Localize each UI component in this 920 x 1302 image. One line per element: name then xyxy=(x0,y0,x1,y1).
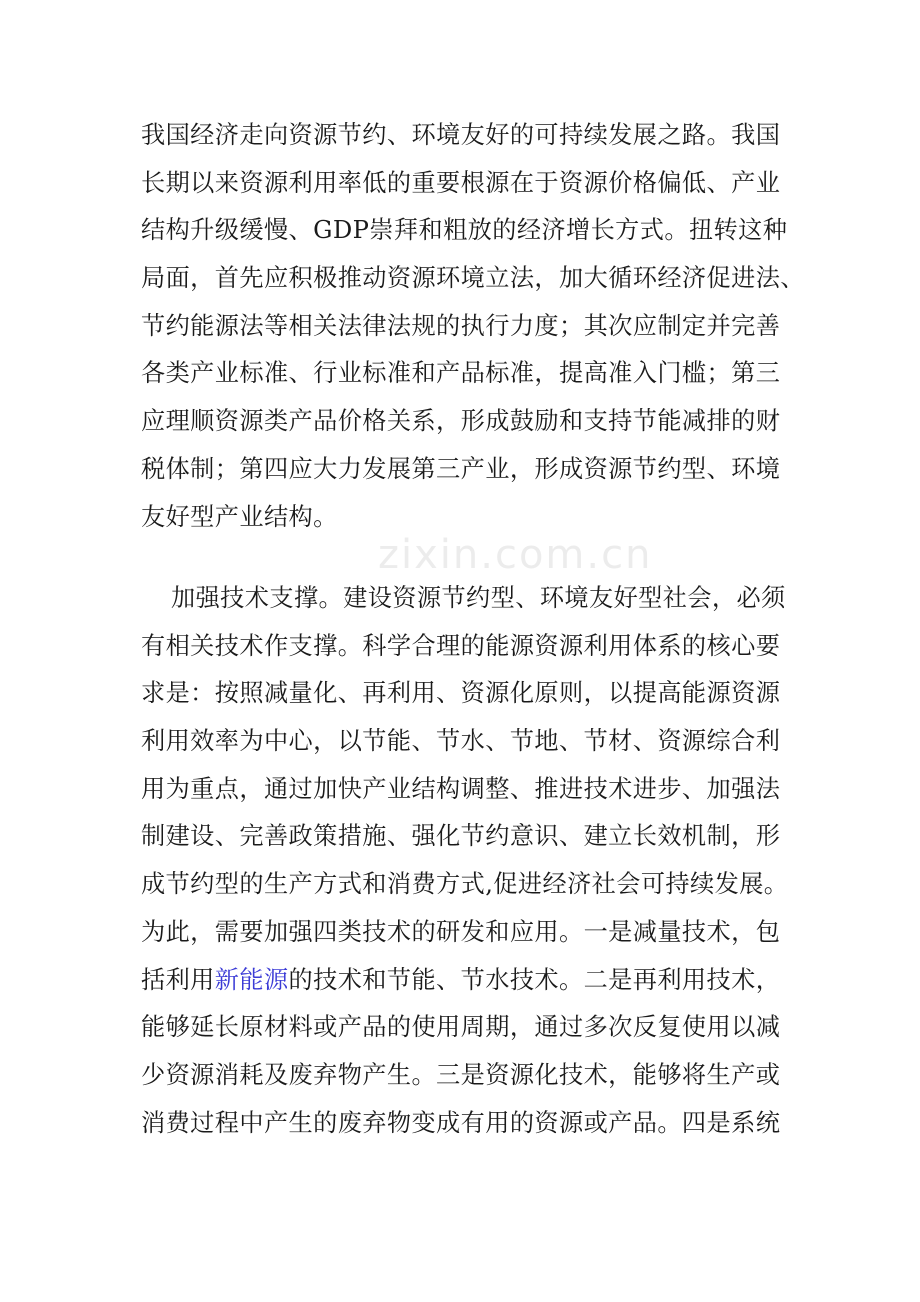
paragraph-line: 利用效率为中心，以节能、节水、节地、节材、资源综合利 xyxy=(141,727,781,756)
paragraph-line: 局面，首先应积极推动资源环境立法，加大循环经济促进法、 xyxy=(141,264,805,293)
new-energy-link[interactable]: 新能源 xyxy=(214,965,289,994)
paragraph-line: 用为重点，通过加快产业结构调整、推进技术进步、加强法 xyxy=(141,774,781,803)
link-line-before: 括利用 xyxy=(141,965,215,994)
paragraph-line: 有相关技术作支撑。科学合理的能源资源利用体系的核心要 xyxy=(141,631,781,660)
paragraph-line: 结构升级缓慢、GDP崇拜和粗放的经济增长方式。扭转这种 xyxy=(141,216,788,245)
paragraph-1 xyxy=(141,112,805,541)
paragraph-line: 长期以来资源利用率低的重要根源在于资源价格偏低、产业 xyxy=(141,168,781,197)
paragraph-line: 加强技术支撑。建设资源节约型、环境友好型社会，必须 xyxy=(171,584,786,612)
paragraph-line: 少资源消耗及废弃物产生。三是资源化技术，能够将生产或 xyxy=(141,1060,781,1089)
paragraph-2 xyxy=(141,575,789,1147)
paragraph-line: 各类产业标准、行业标准和产品标准，提高准入门槛；第三 xyxy=(141,359,781,388)
paragraph-line: 能够延长原材料或产品的使用周期，通过多次反复使用以减 xyxy=(141,1013,781,1042)
paragraph-line: 消费过程中产生的废弃物变成有用的资源或产品。四是系统 xyxy=(141,1108,781,1137)
paragraph-line: 节约能源法等相关法律法规的执行力度；其次应制定并完善 xyxy=(141,311,781,340)
paragraph-line: 税体制；第四应大力发展第三产业，形成资源节约型、环境 xyxy=(141,454,781,483)
paragraph-line: 我国经济走向资源节约、环境友好的可持续发展之路。我国 xyxy=(141,121,781,149)
paragraph-line: 求是：按照减量化、再利用、资源化原则，以提高能源资源 xyxy=(141,679,781,708)
link-line-after: 的技术和节能、节水技术。二是再利用技术， xyxy=(288,965,781,994)
paragraph-line: 友好型产业结构。 xyxy=(141,502,338,531)
paragraph-line: 制建设、完善政策措施、强化节约意识、建立长效机制，形 xyxy=(141,822,781,851)
paragraph-line: 应理顺资源类产品价格关系，形成鼓励和支持节能减排的财 xyxy=(141,407,781,436)
paragraph-line-with-link xyxy=(141,957,781,1005)
watermark: zixin.com.cn xyxy=(378,532,653,578)
paragraph-line: 为此，需要加强四类技术的研发和应用。一是减量技术，包 xyxy=(141,917,781,946)
paragraph-line: 成节约型的生产方式和消费方式,促进经济社会可持续发展。 xyxy=(141,870,789,899)
